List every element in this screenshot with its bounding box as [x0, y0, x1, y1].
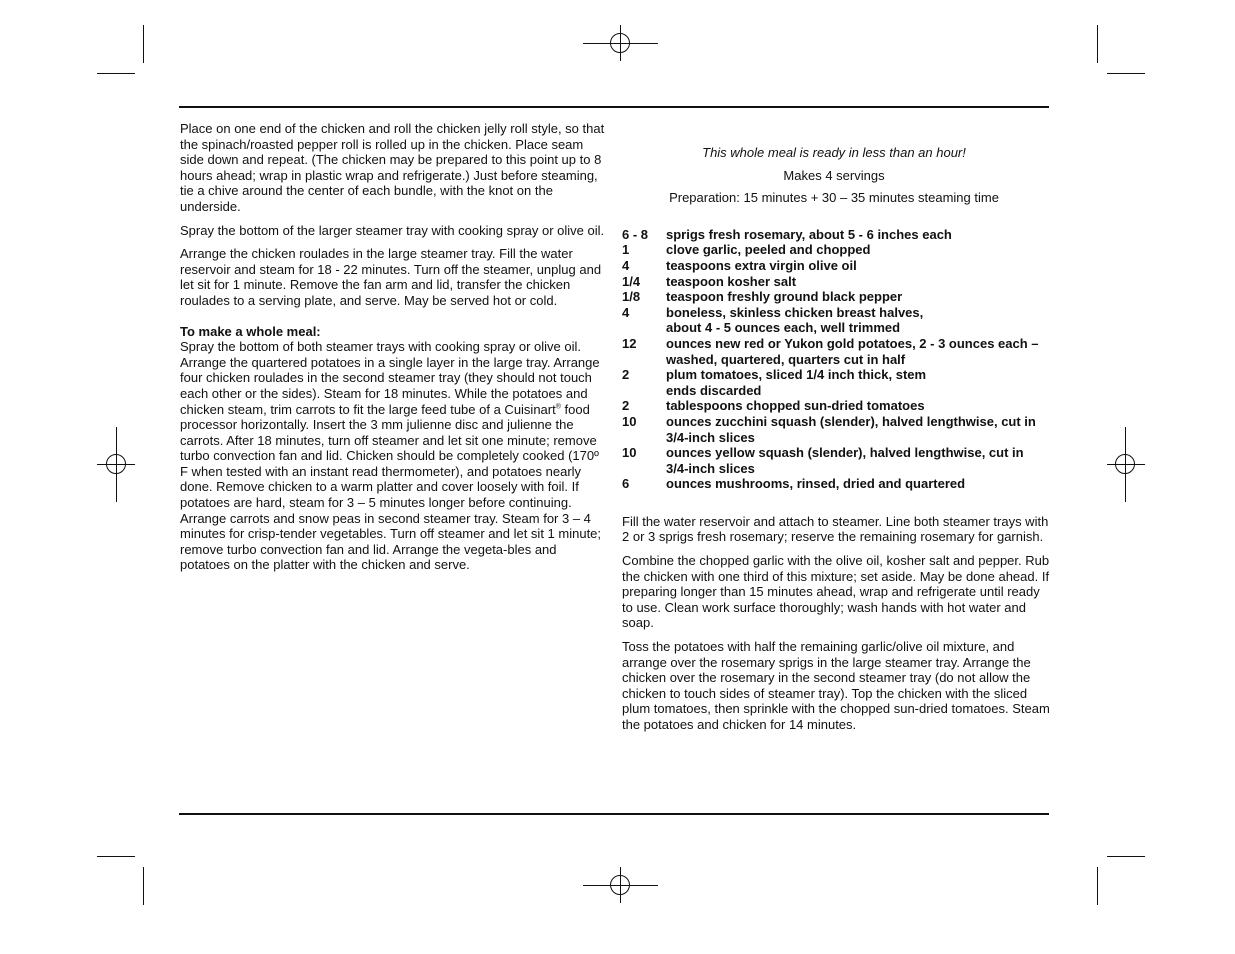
- ingredient-description: tablespoons chopped sun-dried tomatoes: [666, 398, 925, 414]
- ingredient-description: teaspoon kosher salt: [666, 273, 797, 289]
- ingredient-row: [622, 398, 1050, 414]
- paragraph-arrange-roulades: Arrange the chicken roulades in the large steamer tray. Fill the water reservoir and steam for 18 - 22 minutes. Turn off the steamer, unplug and let sit for 1 minute. Remove the fan arm and lid, transfer the chicken roulades to a serving plate, and serve. May be served hot or cold.: [180, 246, 602, 308]
- paragraph-roll-chicken: Place on one end of the chicken and roll the chicken jelly roll style, so that the spinach/roasted pepper roll is rolled up in the chicken. Place seam side down and repeat. (The chicken may be prepared to this point up to 8 hours ahead; wrap in plastic wrap and refrigerate.) Just before steaming, tie a chive around the center of each bundle, with the knot on the underside.: [180, 121, 605, 214]
- crop-mark-top-right-horizontal: [1107, 73, 1145, 74]
- ingredient-quantity: 12: [622, 335, 637, 351]
- ingredient-quantity: 10: [622, 413, 637, 429]
- recipe-preparation-time: Preparation: 15 minutes + 30 – 35 minutes steaming time: [669, 190, 999, 206]
- bottom-rule: [179, 813, 1049, 815]
- ingredient-description: plum tomatoes, sliced 1/4 inch thick, stem ends discarded: [666, 367, 927, 398]
- registered-trademark-mark: ®: [555, 403, 561, 411]
- ingredient-quantity: 4: [622, 304, 630, 320]
- ingredient-quantity: 2: [622, 398, 630, 414]
- crop-mark-top-right-vertical: [1097, 25, 1098, 63]
- crop-mark-bottom-left-vertical: [143, 867, 144, 905]
- ingredient-row: [622, 414, 1050, 445]
- ingredient-row: [622, 476, 1050, 492]
- left-column: [180, 121, 608, 581]
- recipe-servings: Makes 4 servings: [783, 167, 885, 183]
- ingredient-quantity: 6 - 8: [622, 226, 649, 242]
- ingredient-quantity: 2: [622, 367, 630, 383]
- ingredient-row: [622, 445, 1032, 476]
- crop-mark-top-left-horizontal: [97, 73, 135, 74]
- crop-mark-bottom-right-horizontal: [1107, 856, 1145, 857]
- step-paragraph: Toss the potatoes with half the remaining garlic/olive oil mixture, and arrange over the rosemary sprigs in the large steamer tray. Arrange the chicken over the rosemary in the second steamer tray (do not allow the chicken to touch sides of steamer tray). Top the chicken with the sliced plum tomatoes, then sprinkle with the chopped sun-dried tomatoes. Steam the potatoes and chicken for 14 minutes.: [622, 639, 1050, 732]
- ingredient-description: ounces zucchini squash (slender), halved lengthwise, cut in 3/4-inch slices: [666, 413, 1036, 445]
- ingredient-quantity: 10: [622, 445, 637, 461]
- step-paragraph: Fill the water reservoir and attach to steamer. Line both steamer trays with 2 or 3 sprigs fresh rosemary; reserve the remaining rosemary for garnish.: [622, 513, 1049, 545]
- ingredient-quantity: 1/4: [622, 273, 641, 289]
- ingredient-description: boneless, skinless chicken breast halves, about 4 - 5 ounces each, well trimmed: [666, 304, 924, 336]
- ingredient-quantity: 4: [622, 257, 630, 273]
- paragraph-spray-tray: Spray the bottom of the larger steamer tray with cooking spray or olive oil.: [180, 222, 605, 238]
- crop-mark-top-left-vertical: [143, 25, 144, 63]
- ingredient-description: sprigs fresh rosemary, about 5 - 6 inches each: [666, 226, 952, 242]
- ingredient-row: [622, 258, 1050, 274]
- registration-mark-right-circle: [1115, 454, 1135, 474]
- ingredient-description: teaspoons extra virgin olive oil: [666, 257, 857, 273]
- crop-mark-bottom-left-horizontal: [97, 856, 135, 857]
- ingredient-quantity: 6: [622, 476, 630, 492]
- whole-meal-heading: To make a whole meal:: [180, 323, 321, 339]
- whole-meal-section: [180, 324, 608, 574]
- step-paragraph: Combine the chopped garlic with the olive oil, kosher salt and pepper. Rub the chicken with one third of this mixture; set aside. May be done ahead. If preparing longer than 15 minutes ahead, wrap and refrigerate until ready to use. Clean work surface thoroughly; wash hands with hot water and soap.: [622, 553, 1050, 631]
- ingredient-row: [622, 367, 942, 398]
- ingredient-row: [622, 242, 1050, 258]
- ingredient-description: ounces new red or Yukon gold potatoes, 2 - 3 ounces each – washed, quartered, quarters cut in half: [666, 335, 1039, 367]
- ingredient-row: [622, 289, 1050, 305]
- ingredient-row: [622, 305, 954, 336]
- ingredient-description: ounces yellow squash (slender), halved lengthwise, cut in 3/4-inch slices: [666, 445, 1024, 476]
- ingredient-list: [622, 227, 1050, 492]
- ingredient-row: [622, 336, 1050, 367]
- recipe-intro: This whole meal is ready in less than an hour!: [702, 145, 966, 160]
- registration-mark-top-circle: [610, 33, 630, 53]
- top-rule: [179, 106, 1049, 108]
- whole-meal-text-part1: Spray the bottom of both steamer trays with cooking spray or olive oil. Arrange the quartered potatoes in a single layer in the large tray. Arrange four chicken roulades in the second steamer tray (they should not touch each other or the sides). Steam for 18 minutes. While the potatoes and chicken steam, trim carrots to fit the large feed tube of a Cuisinart: [180, 339, 600, 417]
- crop-mark-bottom-right-vertical: [1097, 867, 1098, 905]
- ingredient-quantity: 1: [622, 242, 630, 258]
- whole-meal-text-part2: food processor horizontally. Insert the 3 mm julienne disc and julienne the carrots. After 18 minutes, turn off steamer and let sit one minute; remove turbo convection fan and lid. Chicken should be completely cooked (170º F when tested with an instant read thermometer), and potatoes nearly done. Remove chicken to a warm platter and cover loosely with foil. If potatoes are hard, steam for 3 – 5 minutes longer before continuing. Arrange carrots and snow peas in second steamer tray. Steam for 3 – 4 minutes for crisp-tender vegetables. Turn off steamer and let sit 1 minute; remove turbo convection fan and lid. Arrange the vegeta-bles and potatoes on the platter with the chicken and serve.: [180, 401, 602, 573]
- ingredient-quantity: 1/8: [622, 289, 641, 305]
- ingredient-description: teaspoon freshly ground black pepper: [666, 289, 903, 305]
- ingredient-description: ounces mushrooms, rinsed, dried and quartered: [666, 476, 966, 492]
- ingredient-row: [622, 274, 1050, 290]
- right-column: [622, 145, 1050, 741]
- ingredient-description: clove garlic, peeled and chopped: [666, 242, 871, 258]
- ingredient-row: [622, 227, 1050, 243]
- recipe-steps: [622, 514, 1050, 733]
- registration-mark-left-circle: [106, 454, 126, 474]
- registration-mark-bottom-circle: [610, 875, 630, 895]
